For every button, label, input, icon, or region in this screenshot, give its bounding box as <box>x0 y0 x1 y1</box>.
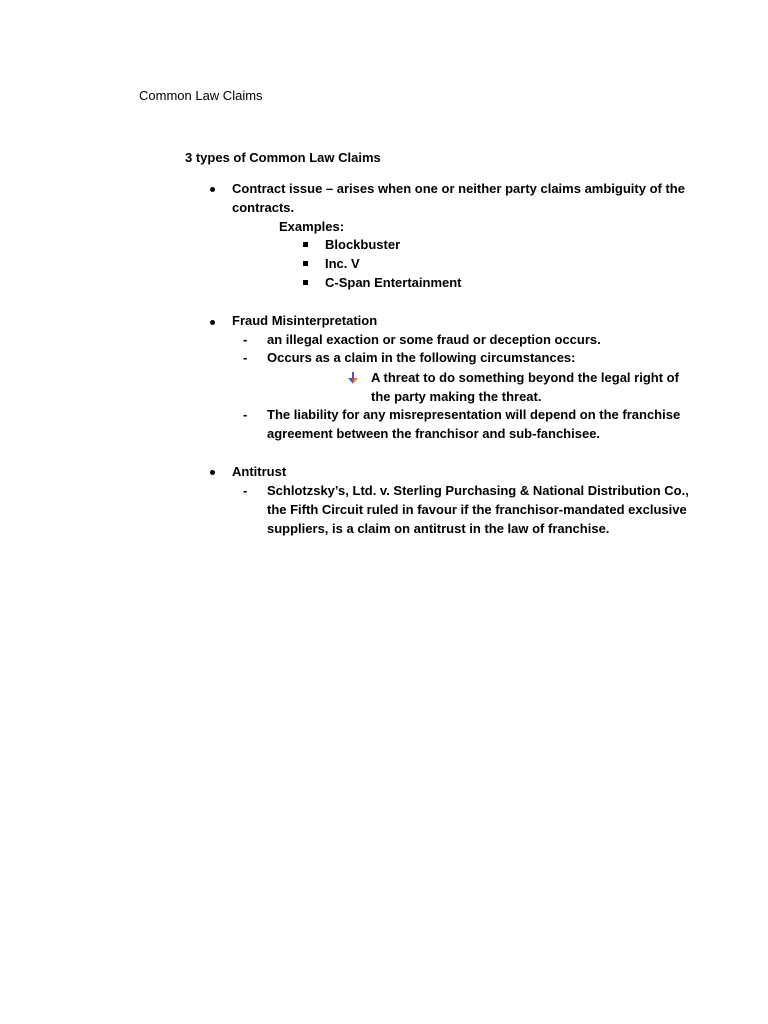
example-item: C-Span Entertainment <box>325 275 462 290</box>
bullet-dot-icon <box>210 470 215 475</box>
bullet-dot-icon <box>210 187 215 192</box>
fraud-sub-item-line2: the party making the threat. <box>371 389 542 404</box>
bullet-square-icon <box>303 280 308 285</box>
fraud-item-3-line1: The liability for any misrepresentation will depend on the franchise <box>267 407 681 422</box>
bullet-square-icon <box>303 242 308 247</box>
example-item: Inc. V <box>325 256 360 271</box>
contract-issue-line1: Contract issue – arises when one or neither party claims ambiguity of the <box>232 181 685 196</box>
arrow-down-bullet-icon <box>347 372 359 384</box>
bullet-square-icon <box>303 261 308 266</box>
antitrust-heading: Antitrust <box>232 464 287 479</box>
dash-marker: - <box>243 332 248 347</box>
example-item: Blockbuster <box>325 237 401 252</box>
bullet-dot-icon <box>210 320 215 325</box>
examples-label: Examples: <box>279 219 345 234</box>
section-heading: 3 types of Common Law Claims <box>185 150 381 165</box>
antitrust-item-line1: Schlotzsky’s, Ltd. v. Sterling Purchasing & National Distribution Co., <box>267 483 689 498</box>
antitrust-item-line2: the Fifth Circuit ruled in favour if the franchisor-mandated exclusive <box>267 502 687 517</box>
page-title: Common Law Claims <box>139 88 263 103</box>
fraud-sub-item-line1: A threat to do something beyond the legal right of <box>371 370 679 385</box>
contract-issue-line2: contracts. <box>232 200 295 215</box>
antitrust-item-line3: suppliers, is a claim on antitrust in the law of franchise. <box>267 521 610 536</box>
fraud-item-3-line2: agreement between the franchisor and sub-fanchisee. <box>267 426 601 441</box>
dash-marker: - <box>243 350 248 365</box>
dash-marker: - <box>243 407 248 422</box>
dash-marker: - <box>243 483 248 498</box>
fraud-item-1: an illegal exaction or some fraud or deception occurs. <box>267 332 601 347</box>
fraud-item-2: Occurs as a claim in the following circumstances: <box>267 350 576 365</box>
fraud-heading: Fraud Misinterpretation <box>232 313 378 328</box>
